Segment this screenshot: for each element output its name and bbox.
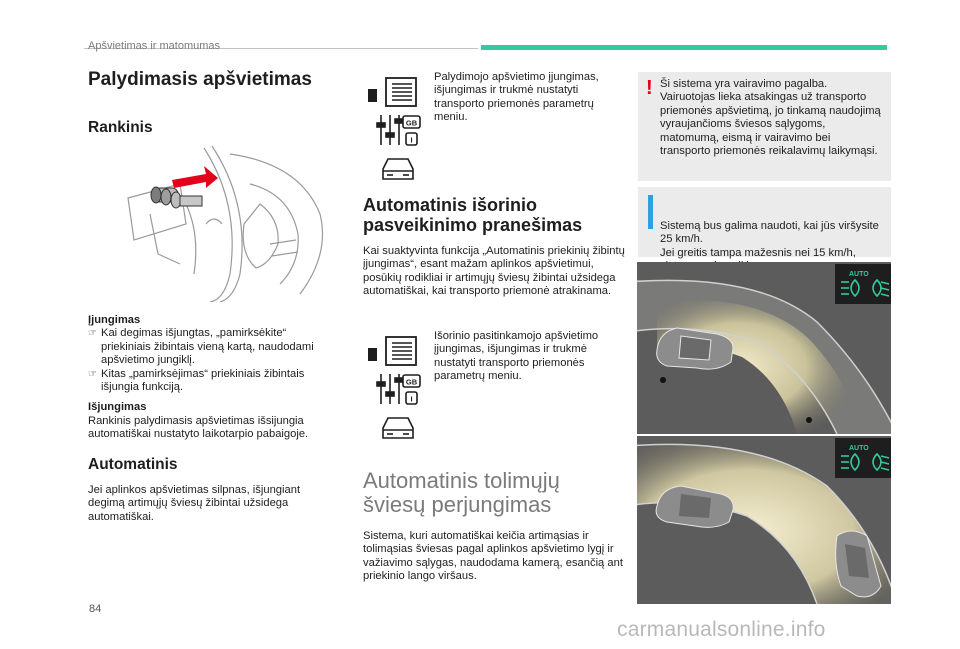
exterior-welcome-text: Kai suaktyvinta funkcija „Automatinis priekinių žibintų įjungimas“, esant mažam aplinkos apšvietimui, posūkių rodikliai ir artimųjų šviesų žibintai užsidega automatiškai, kai transporto priemonė atrakinama.	[363, 245, 625, 298]
manual-instructions	[88, 314, 338, 442]
svg-text:GB: GB	[405, 118, 418, 128]
menu-text-exterior: Išorinio pasitinkamojo apšvietimo įjungimas, išjungimas ir trukmė nustatyti transporto priemonės parametrų meniu.	[434, 330, 599, 383]
svg-text:GB: GB	[405, 377, 418, 387]
headlight-road-illustration-high-beam	[637, 436, 891, 604]
subsection-title-manual: Rankinis	[88, 119, 153, 136]
settings-icons-group	[366, 332, 428, 444]
activation-label: Įjungimas	[88, 314, 141, 326]
subsection-title-automatic: Automatinis	[88, 456, 178, 473]
info-icon	[648, 195, 653, 229]
settings-icons-group	[366, 73, 428, 185]
arrow-icon	[172, 166, 218, 188]
screen-menu-icon	[368, 337, 416, 365]
header-accent-bar	[481, 45, 887, 50]
page-number: 84	[89, 603, 102, 615]
warning-exclamation-icon: !	[646, 77, 653, 99]
headlight-road-illustration-low-beam	[637, 262, 891, 434]
screen-menu-icon	[368, 78, 416, 106]
bullet-icon: ☞	[88, 368, 97, 380]
warning-box	[638, 72, 891, 181]
auto-high-beam-text: Sistema, kuri automatiškai keičia artimąsias ir tolimąsias šviesas pagal aplinkos apšvietimo lygį ir važiavimo sąlygas, naudodama kamerą, esančią ant priekinio lango viršaus.	[363, 530, 623, 583]
section-title-exterior-welcome: Automatinis išorinio pasveikinimo pranešimas	[363, 195, 583, 235]
car-front-icon	[383, 159, 413, 179]
steering-stalk-illustration	[120, 144, 336, 302]
deactivation-text: Rankinis palydimasis apšvietimas išsijungia automatiškai nustatyto laikotarpio pabaigoje.	[88, 414, 309, 441]
list-item: ☞ Kitas „pamirksėjimas“ priekiniais žibintais išjungia funkciją.	[88, 367, 305, 394]
info-box	[638, 187, 891, 257]
list-item: ☞ Kai degimas išjungtas, „pamirksėkite“ priekiniais žibintais vieną kartą, naudodami apšvietimo jungiklį.	[88, 327, 314, 367]
auto-badge: AUTO	[849, 271, 869, 278]
warning-text: Ši sistema yra vairavimo pagalba. Vairuotojas lieka atsakingas už transporto priemonės apšvietimą, jo tinkamą naudojimą vyraujančioms šviesos sąlygoms, matomumą, eismą ir vairavimo bei transporto priemonės reikalavimų laikymąsi.	[660, 78, 881, 158]
watermark: carmanualsonline.info	[617, 618, 826, 641]
header-title: Apšvietimas ir matomumas	[88, 40, 221, 52]
bullet-icon: ☞	[88, 328, 97, 340]
section-title-auto-high-beam: Automatinis tolimųjų šviesų perjungimas	[363, 468, 560, 517]
deactivation-label: Išjungimas	[88, 401, 147, 414]
menu-text-escort: Palydimojo apšvietimo įjungimas, išjungimas ir trukmė nustatyti transporto priemonės parametrų meniu.	[434, 71, 599, 124]
automatic-text: Jei aplinkos apšvietimas silpnas, išjungiant degimą artimųjų šviesų žibintai užsidega automatiškai.	[88, 484, 301, 523]
auto-badge: AUTO	[849, 445, 869, 452]
car-front-icon	[383, 418, 413, 438]
svg-text:I: I	[410, 135, 413, 145]
info-text: Sistemą bus galima naudoti, kai jūs viršysite 25 km/h. Jei greitis tampa mažesnis nei 15 km/h,	[660, 219, 879, 259]
section-title-escort-lighting: Palydimasis apšvietimas	[88, 69, 312, 90]
svg-text:I: I	[410, 394, 413, 404]
